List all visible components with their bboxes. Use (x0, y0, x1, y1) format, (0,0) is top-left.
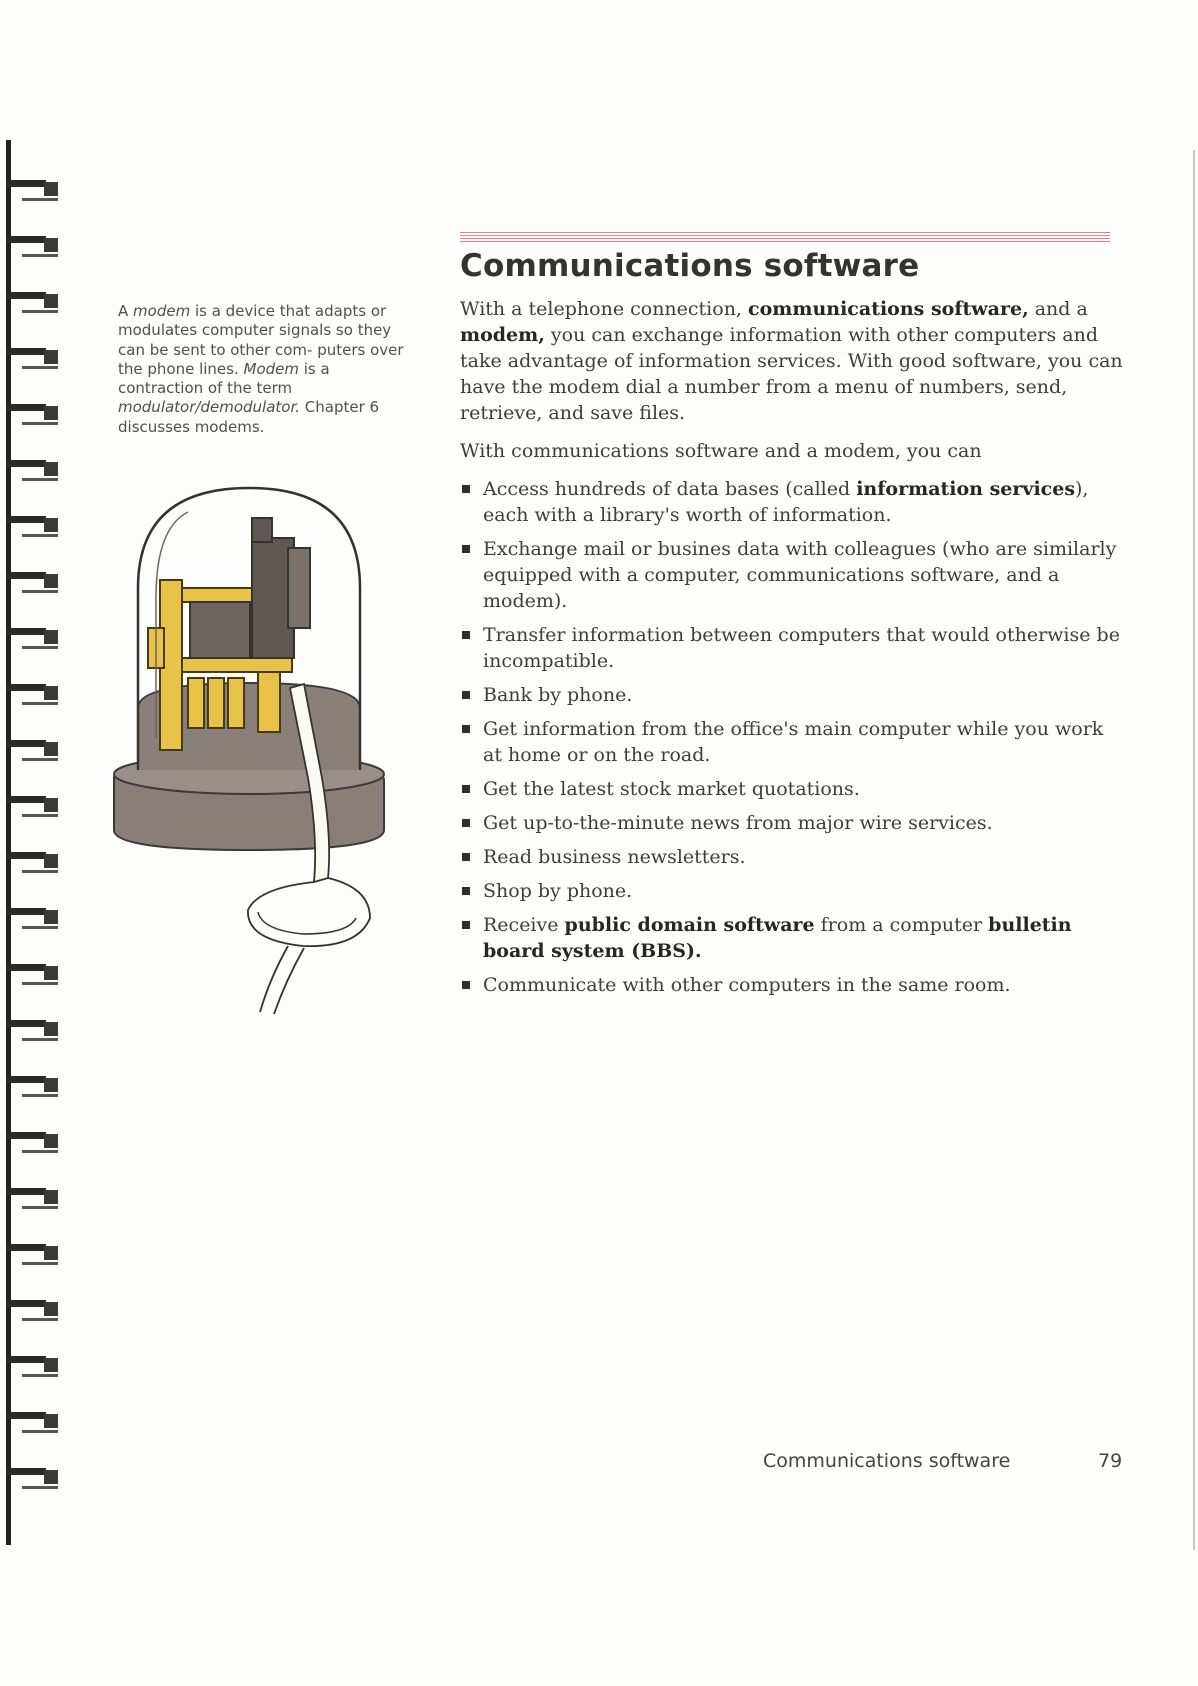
term-modem-2: Modem (243, 359, 299, 378)
binding-coil (6, 572, 46, 579)
page-edge (1193, 150, 1195, 1550)
list-item: Shop by phone. (460, 878, 1125, 904)
bullet-square-icon (462, 921, 470, 929)
binding-coil (6, 292, 46, 299)
binding-coil-end (44, 798, 58, 812)
binding-coil (6, 1020, 46, 1027)
binding-coil (6, 460, 46, 467)
binding-coil-shadow (22, 310, 58, 313)
binding-coil-end (44, 686, 58, 700)
list-item: Transfer information between computers that would otherwise be incompatible. (460, 622, 1125, 674)
binding-coil-shadow (22, 758, 58, 761)
section-heading: Communications software (460, 248, 920, 284)
term-modulator-demodulator: modulator/demodulator. (118, 398, 300, 417)
binding-coil-end (44, 350, 58, 364)
binding-coil (6, 1076, 46, 1083)
binding-coil (6, 516, 46, 523)
binding-coil (6, 1356, 46, 1363)
list-item: Communicate with other computers in the same room. (460, 972, 1125, 998)
binding-coil (6, 796, 46, 803)
binding-coil-shadow (22, 1318, 58, 1321)
list-item: Get the latest stock market quotations. (460, 776, 1125, 802)
binding-coil-shadow (22, 1262, 58, 1265)
binding-coil-shadow (22, 814, 58, 817)
running-footer-title: Communications software (763, 1450, 1011, 1472)
binding-coil-end (44, 1190, 58, 1204)
lead-in-paragraph: With communications software and a modem, you can (460, 440, 982, 462)
binding-coil (6, 1412, 46, 1419)
binding-coil-end (44, 1134, 58, 1148)
binding-coil-end (44, 1246, 58, 1260)
bullet-square-icon (462, 485, 470, 493)
binding-coil-shadow (22, 1150, 58, 1153)
binding-coil-end (44, 294, 58, 308)
binding-coil-end (44, 574, 58, 588)
body-text (460, 296, 1125, 1006)
binding-coil-shadow (22, 1206, 58, 1209)
list-item: Receive public domain software from a computer bulletin board system (BBS). (460, 912, 1125, 964)
binding-coil-end (44, 1414, 58, 1428)
binding-coil (6, 852, 46, 859)
binding-coil-shadow (22, 1430, 58, 1433)
binding-coil-end (44, 910, 58, 924)
binding-coil-shadow (22, 702, 58, 705)
bullet-square-icon (462, 545, 470, 553)
binding-coil-shadow (22, 1486, 58, 1489)
binding-coil-end (44, 238, 58, 252)
binding-coil (6, 404, 46, 411)
bullet-square-icon (462, 887, 470, 895)
bullet-square-icon (462, 691, 470, 699)
binding-coil-shadow (22, 1374, 58, 1377)
binding-coil-shadow (22, 1038, 58, 1041)
heading-rule (460, 232, 1110, 242)
sidenote: A modem is a device that adapts or modulates computer signals so they can be sent to other com- puters over the phone lines. Modem is a contraction of the term modulator/demodulator. Chapter 6 discusses modems. (118, 302, 404, 436)
binding-coil (6, 740, 46, 747)
list-item: Bank by phone. (460, 682, 1125, 708)
intro-paragraph: With a telephone connection, communications software, and a modem, you can exchange information with other computers and take advantage of information services. With good software, you can have the modem dial a number from a menu of numbers, send, retrieve, and save files. (460, 298, 1123, 424)
bullet-square-icon (462, 819, 470, 827)
binding-coil-shadow (22, 870, 58, 873)
binding-coil (6, 180, 46, 187)
binding-coil-end (44, 630, 58, 644)
list-item: Get up-to-the-minute news from major wire services. (460, 810, 1125, 836)
binding-coil-end (44, 462, 58, 476)
binding-coil-end (44, 182, 58, 196)
binding-coil-end (44, 1358, 58, 1372)
binding-coil (6, 236, 46, 243)
binding-coil-shadow (22, 254, 58, 257)
binding-coil-end (44, 518, 58, 532)
list-item: Exchange mail or busines data with colleagues (who are similarly equipped with a computer, communications software, and a modem). (460, 536, 1125, 614)
spiral-binding (0, 140, 75, 1545)
binding-coil-end (44, 1302, 58, 1316)
binding-coil (6, 628, 46, 635)
binding-coil-shadow (22, 366, 58, 369)
bullet-square-icon (462, 981, 470, 989)
binding-coil (6, 908, 46, 915)
binding-coil-shadow (22, 646, 58, 649)
page-number: 79 (1098, 1450, 1123, 1472)
binding-coil (6, 684, 46, 691)
binding-coil-shadow (22, 982, 58, 985)
binding-coil-end (44, 1078, 58, 1092)
binding-coil-end (44, 406, 58, 420)
list-item: Access hundreds of data bases (called information services), each with a library's worth of information. (460, 476, 1125, 528)
binding-coil (6, 1132, 46, 1139)
capabilities-list (460, 476, 1125, 998)
term-modem: modem (133, 302, 191, 320)
binding-coil-shadow (22, 478, 58, 481)
binding-coil (6, 1188, 46, 1195)
binding-coil (6, 348, 46, 355)
modem-bell-jar-illustration (108, 478, 393, 1018)
binding-coil (6, 964, 46, 971)
bullet-square-icon (462, 853, 470, 861)
binding-coil (6, 1244, 46, 1251)
binding-coil-end (44, 854, 58, 868)
binding-coil (6, 1468, 46, 1475)
list-item: Read business newsletters. (460, 844, 1125, 870)
binding-coil-end (44, 1470, 58, 1484)
binding-coil-end (44, 966, 58, 980)
binding-coil-shadow (22, 422, 58, 425)
binding-coil-shadow (22, 1094, 58, 1097)
bullet-square-icon (462, 725, 470, 733)
bullet-square-icon (462, 785, 470, 793)
binding-coil (6, 1300, 46, 1307)
binding-coil-shadow (22, 534, 58, 537)
binding-coil-shadow (22, 590, 58, 593)
binding-coil-shadow (22, 926, 58, 929)
list-item: Get information from the office's main computer while you work at home or on the road. (460, 716, 1125, 768)
bullet-square-icon (462, 631, 470, 639)
binding-coil-end (44, 1022, 58, 1036)
binding-coil-end (44, 742, 58, 756)
binding-coil-shadow (22, 198, 58, 201)
